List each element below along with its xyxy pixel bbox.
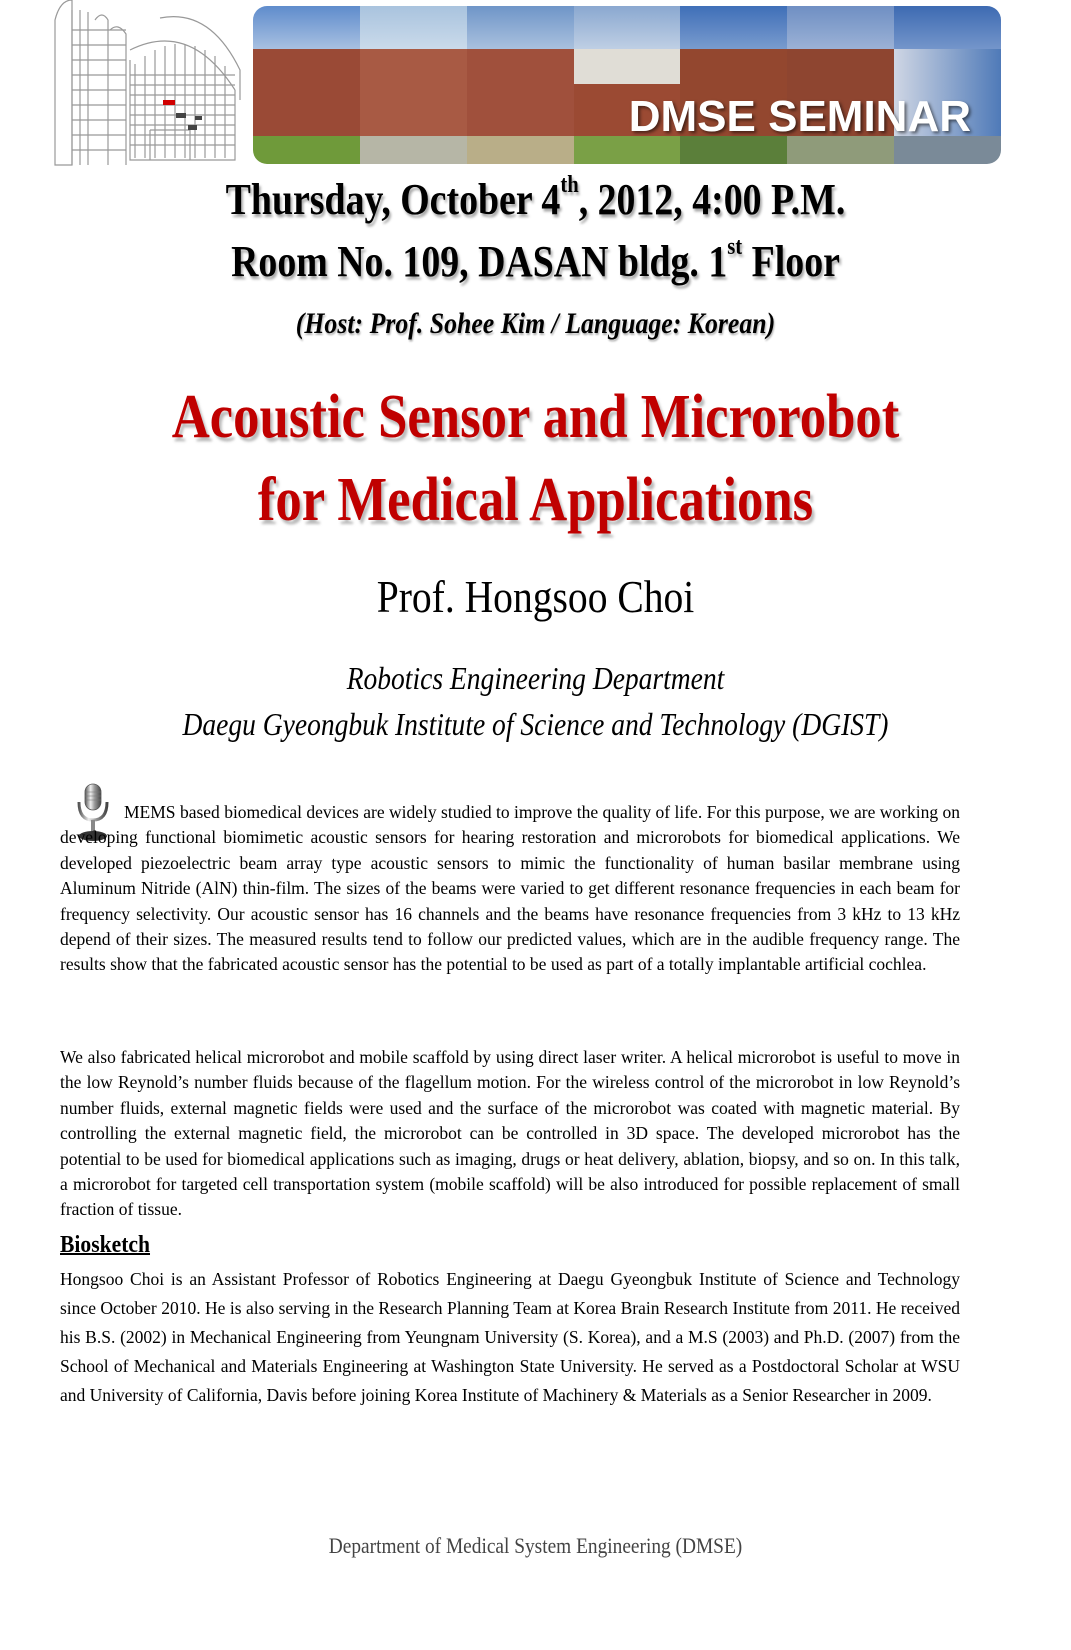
talk-title-line-1: Acoustic Sensor and Microrobot <box>171 383 900 451</box>
date-ordinal: th <box>560 172 579 198</box>
floor-ordinal: st <box>727 234 743 260</box>
banner-photo <box>360 6 467 164</box>
speaker-name: Prof. Hongsoo Choi <box>376 571 695 622</box>
speaker-institution: Daegu Gyeongbuk Institute of Science and Technology (DGIST) <box>182 706 889 742</box>
floor-text: Floor <box>742 237 840 286</box>
room-text: Room No. 109, DASAN bldg. 1 <box>231 237 728 286</box>
event-location <box>75 236 996 287</box>
abstract-paragraph-2: We also fabricated helical microrobot and mobile scaffold by using direct laser writer. A helical microrobot is useful to move in the low Reynold’s number fluids because of the flagellum motion. For the wireless control of the microrobot in low Reynold’s number fluids, external magnetic fields were used and the surface of the microrobot was coated with magnetic material. By controlling the external magnetic field, the microrobot can be controlled in 3D space. The developed microrobot has the potential to be used for biomedical applications such as imaging, drugs or heat delivery, ablation, biopsy, and so on. In this talk, a microrobot for targeted cell transportation system (mobile scaffold) will be also introduced for possible replacement of small fraction of tissue. <box>60 1047 960 1220</box>
header <box>0 0 1071 170</box>
talk-title-line-2: for Medical Applications <box>257 466 814 534</box>
banner-title: DMSE SEMINAR <box>628 92 971 141</box>
date-time-text: , 2012, 4:00 P.M. <box>578 175 846 224</box>
host-language: (Host: Prof. Sohee Kim / Language: Korean) <box>295 307 776 340</box>
footer-department: Department of Medical System Engineering (DMSE) <box>328 1533 743 1558</box>
biosketch-text: Hongsoo Choi is an Assistant Professor of Robotics Engineering at Daegu Gyeongbuk Institute of Science and Technology since October 2010. He is also serving in the Research Planning Team at Korea Brain Research Institute from 2011. He received his B.S. (2002) in Mechanical Engineering from Yeungnam University (S. Korea), and a M.S (2003) and Ph.D. (2007) from the School of Mechanical and Materials Engineering at Washington State University. He served as a Postdoctoral Scholar at WSU and University of California, Davis before joining Korea Institute of Machinery & Materials as a Senior Researcher in 2009. <box>60 1269 960 1405</box>
event-date-time <box>75 174 996 225</box>
date-text: Thursday, October 4 <box>225 175 561 224</box>
abstract-paragraph-1: MEMS based biomedical devices are widely studied to improve the quality of life. For this purpose, we are working on developing functional biomimetic acoustic sensors for hearing restoration and microrobots for biomedical applications. We developed piezoelectric beam array type acoustic sensors to mimic the functionality of human basilar membrane using Aluminum Nitride (AlN) thin-film. The sizes of the beams were varied to get different resonance frequencies in each beam for frequency selectivity. Our acoustic sensor has 16 channels and the beams have resonance frequencies from 3 kHz to 13 kHz depend of their sizes. The measured results tend to follow our predicted values, which are in the audible frequency range. The results show that the fabricated acoustic sensor has the potential to be used as part of a totally implantable artificial cochlea. <box>60 802 960 975</box>
biosketch-heading: Biosketch <box>60 1232 151 1258</box>
banner-photo <box>253 6 360 164</box>
banner-photo <box>467 6 574 164</box>
speaker-department: Robotics Engineering Department <box>346 660 725 696</box>
building-logo-icon <box>50 0 250 168</box>
